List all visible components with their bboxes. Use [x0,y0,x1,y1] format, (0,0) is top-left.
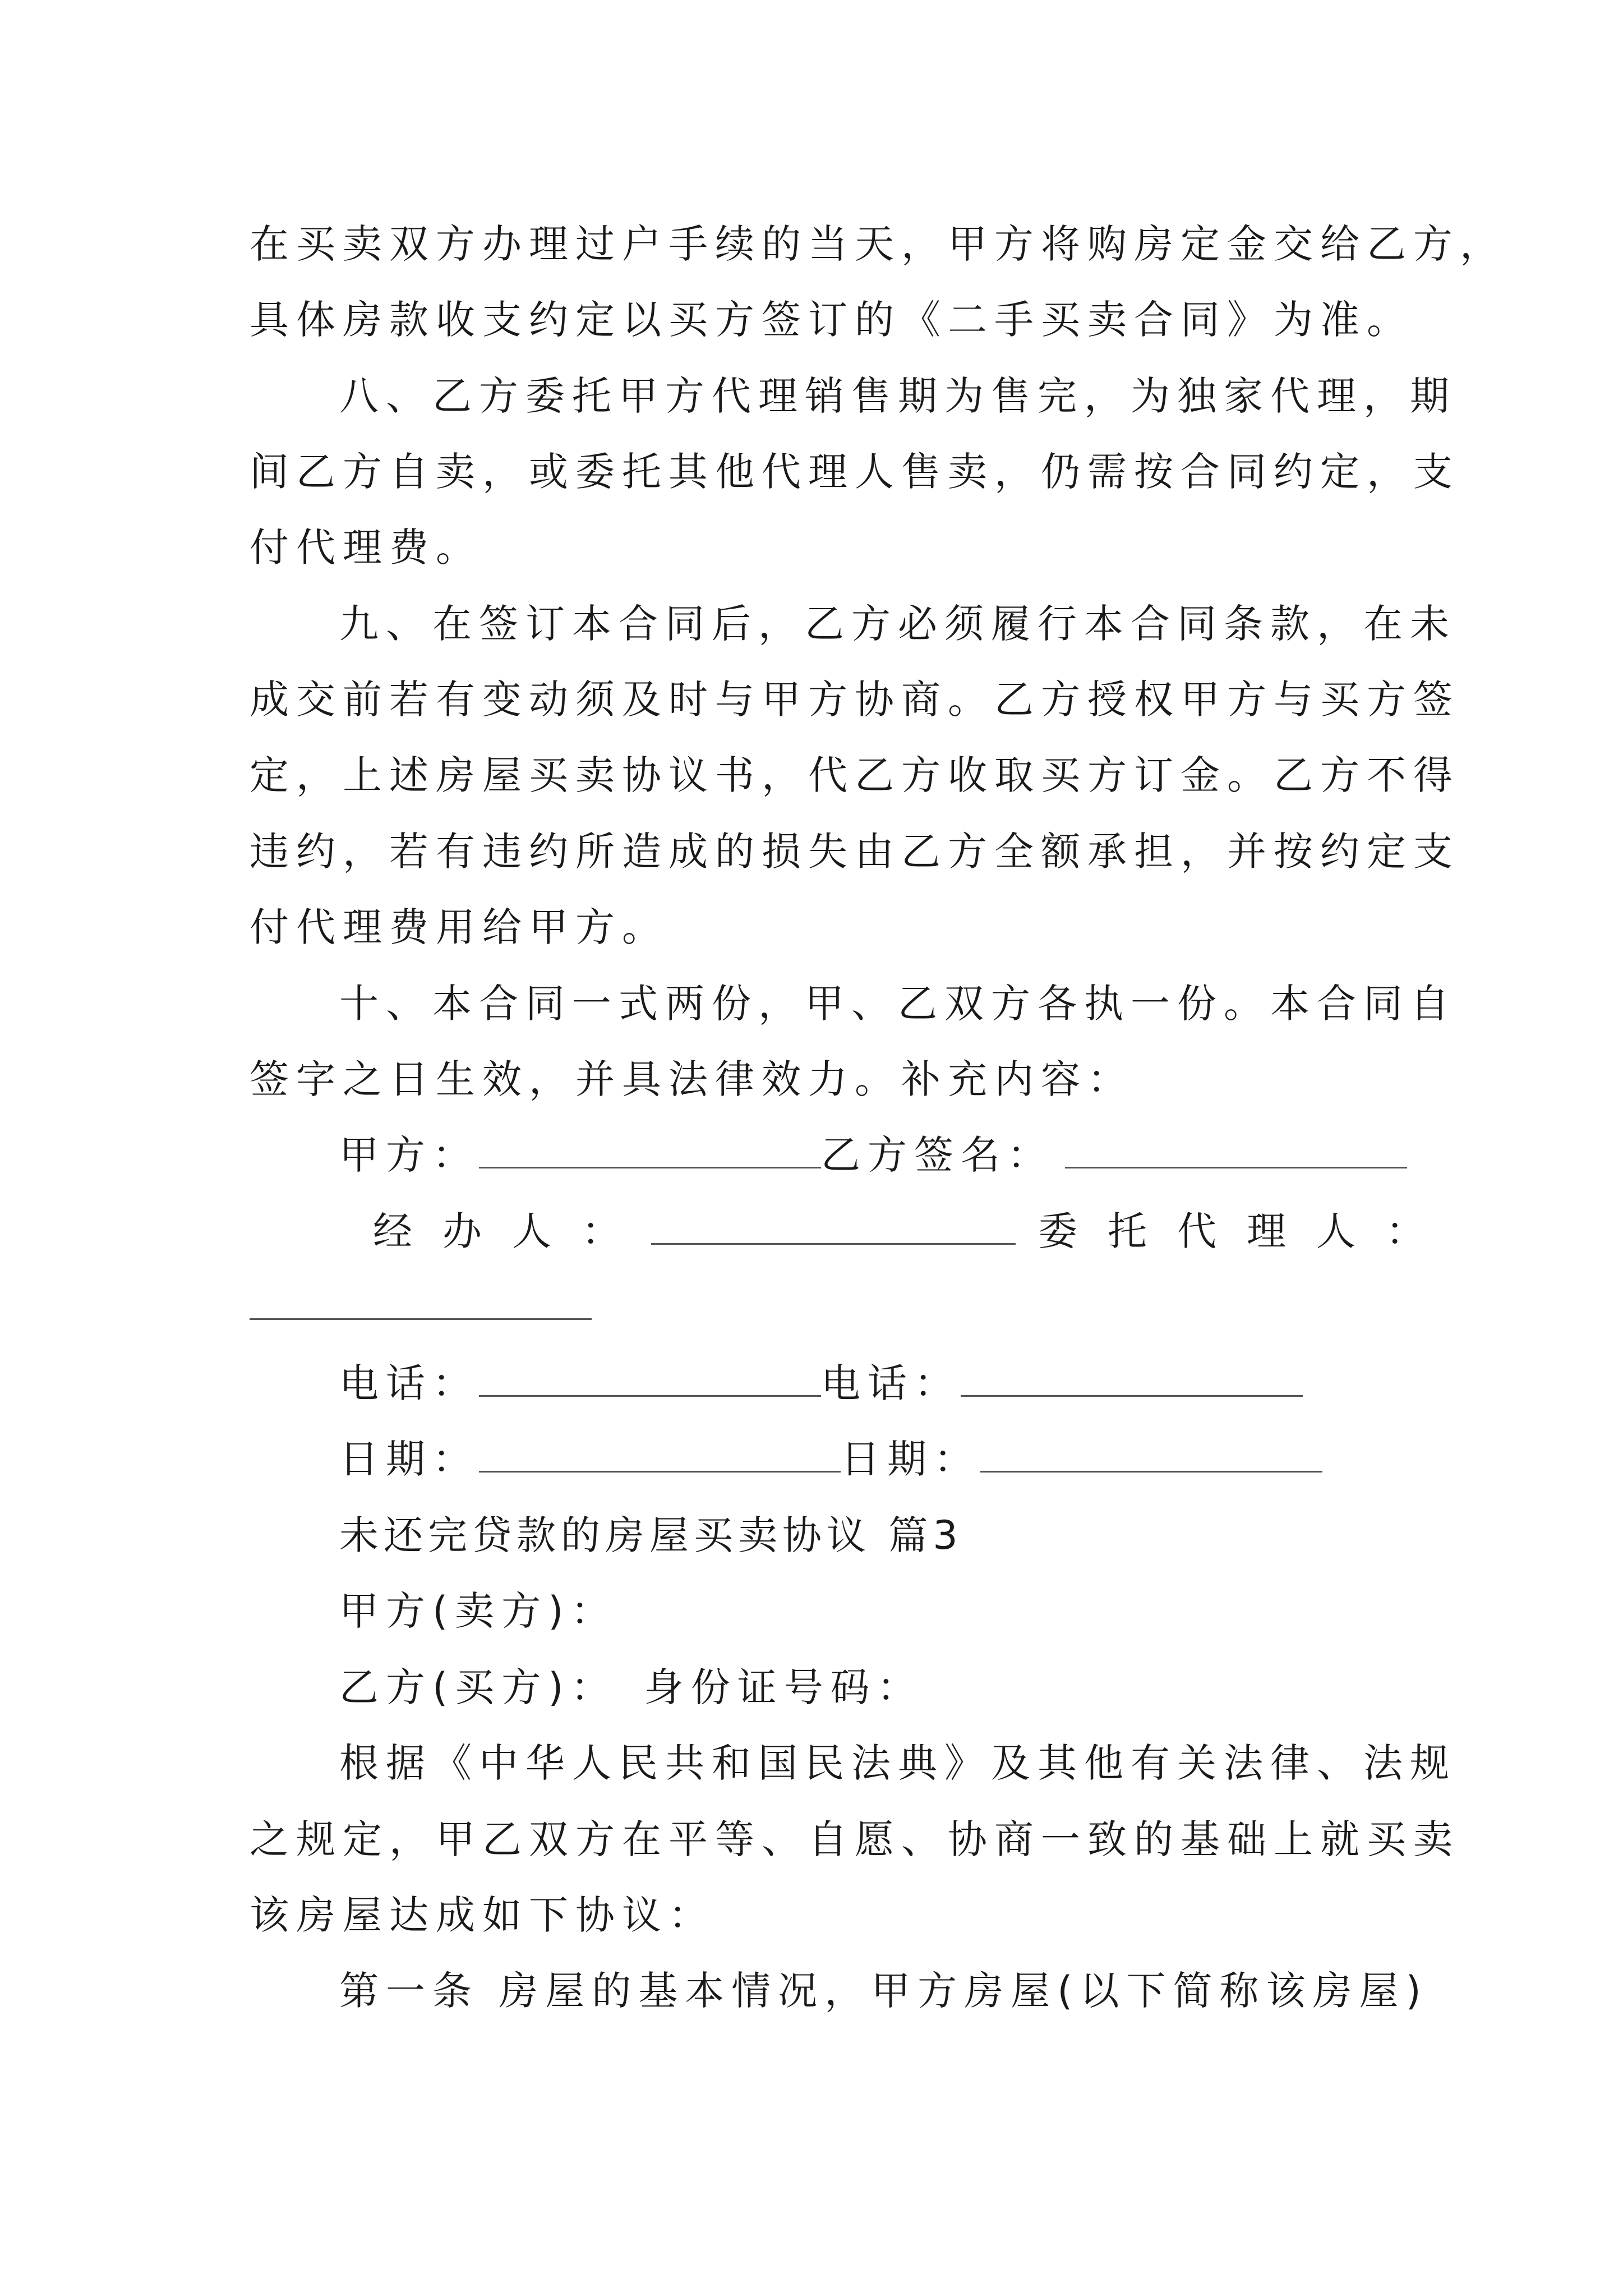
phone-row [339,1358,1303,1409]
date-row [339,1434,1322,1484]
clause-ten-line: 十、本合同一式两份，甲、乙双方各执一份。本合同自 [339,981,1456,1027]
paragraph-line: 违约，若有违约所造成的损失由乙方全额承担，并按约定支 [250,829,1460,875]
date-b-label: 日期： [841,1436,980,1482]
date-b-blank[interactable] [980,1436,1322,1473]
date-a-label: 日期： [339,1436,479,1482]
party-b-sign-label: 乙方签名： [821,1132,1054,1178]
handler-signature-row [373,1206,1455,1257]
clause-nine-line: 九、在签订本合同后，乙方必须履行本合同条款，在未 [339,601,1456,647]
paragraph-line: 该房屋达成如下协议： [250,1892,715,1938]
phone-b-label: 电话： [821,1360,961,1406]
buyer-label: 乙方(买方)： [339,1664,617,1710]
section-title: 未还完贷款的房屋买卖协议 篇3 [339,1512,963,1558]
phone-a-blank[interactable] [479,1360,821,1397]
seller-line: 甲方(卖方)： [339,1588,617,1634]
paragraph-line: 付代理费用给甲方。 [250,904,668,950]
party-a-signature-row [339,1130,1407,1180]
article-one-line: 第一条 房屋的基本情况，甲方房屋(以下简称该房屋) [339,1968,1428,2014]
agent-label: 委托代理人： [1038,1208,1455,1254]
handler-blank[interactable] [651,1208,1016,1245]
party-b-sign-blank[interactable] [1065,1132,1407,1168]
paragraph-line: 具体房款收支约定以买方签订的《二手买卖合同》为准。 [250,297,1413,343]
paragraph-line: 之规定，甲乙双方在平等、自愿、协商一致的基础上就买卖 [250,1816,1460,1862]
agent-blank[interactable] [250,1285,592,1320]
paragraph-line: 在买卖双方办理过户手续的当天，甲方将购房定金交给乙方， [250,221,1506,267]
paragraph-line: 定，上述房屋买卖协议书，代乙方收取买方订金。乙方不得 [250,752,1460,798]
paragraph-line: 间乙方自卖，或委托其他代理人售卖，仍需按合同约定，支 [250,449,1460,495]
id-number-label: 身份证号码： [644,1664,924,1710]
buyer-line [339,1662,924,1713]
paragraph-line: 成交前若有变动须及时与甲方协商。乙方授权甲方与买方签 [250,677,1460,723]
phone-a-label: 电话： [339,1360,479,1406]
clause-eight-line: 八、乙方委托甲方代理销售期为售完，为独家代理，期 [339,373,1456,419]
date-a-blank[interactable] [479,1436,841,1473]
party-a-blank[interactable] [479,1132,821,1168]
paragraph-line: 根据《中华人民共和国民法典》及其他有关法律、法规 [339,1740,1456,1786]
party-a-label: 甲方： [339,1132,479,1178]
paragraph-line: 付代理费。 [250,524,482,570]
phone-b-blank[interactable] [961,1360,1303,1397]
paragraph-line: 签字之日生效，并具法律效力。补充内容： [250,1056,1134,1102]
handler-label: 经办人： [373,1208,651,1254]
